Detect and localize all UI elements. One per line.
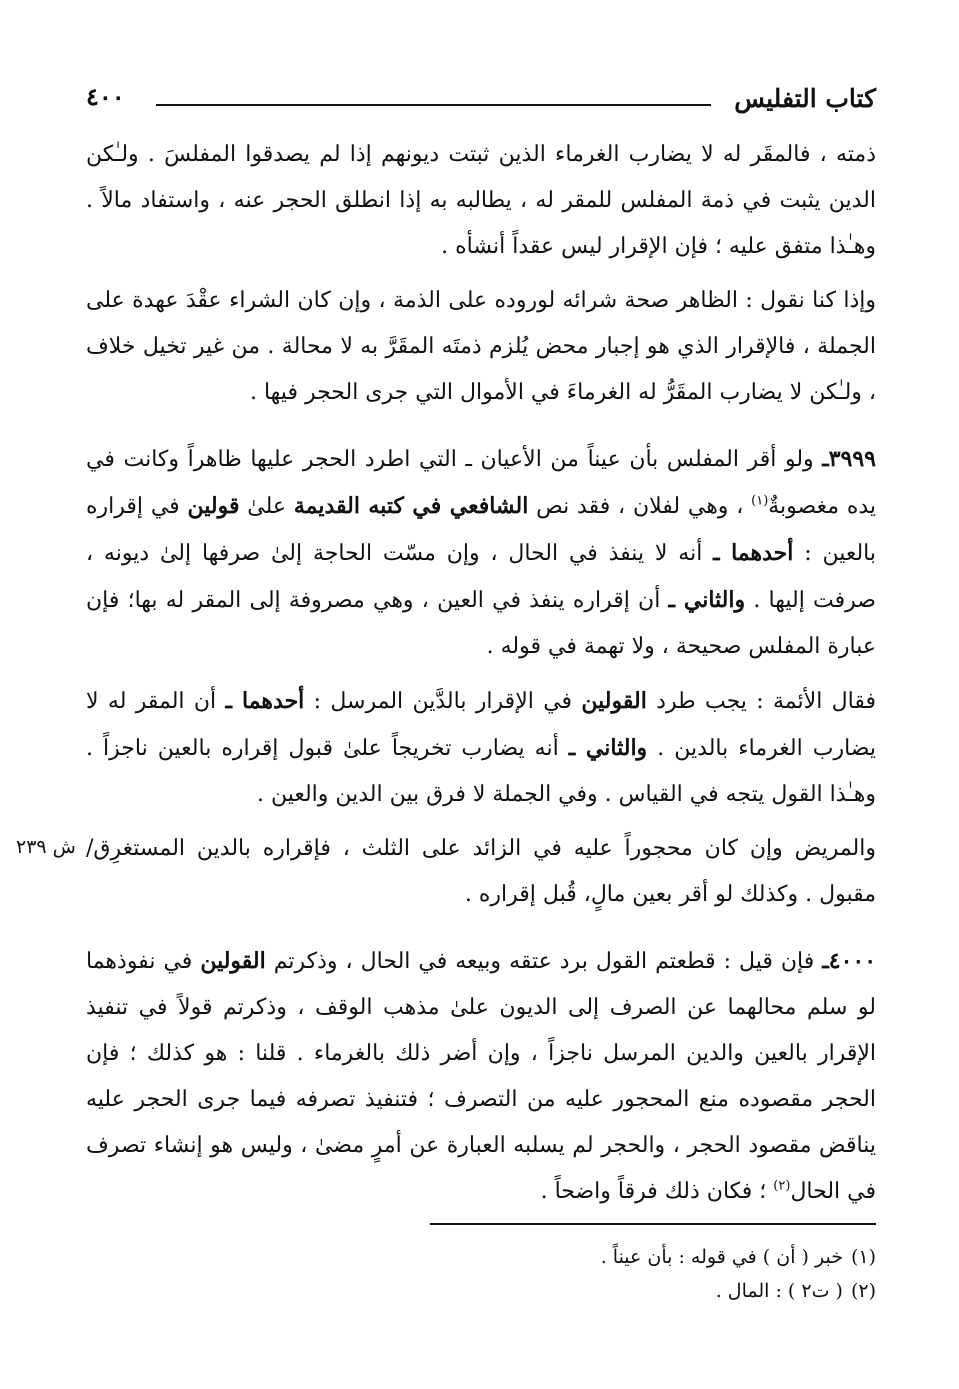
bold-term: القولين xyxy=(200,948,266,974)
paragraph-5: والمريض وإن كان محجوراً عليه في الزائد على الثلث ، فإقراره بالدين المستغرِق/ مقبول . وكذلك لو أقر بعين مالٍ، قُبل إقراره . xyxy=(86,836,876,907)
footnote-ref-1: (١) xyxy=(751,493,769,509)
bold-term: أحدهما ـ xyxy=(225,688,305,714)
text-segment: في الإقرار بالدَّين المرسل : xyxy=(304,689,582,714)
paragraph-2: وإذا كنا نقول : الظاهر صحة شرائه لوروده على الذمة ، وإن كان الشراء عقْدَ عهدة على الجملة ، فالإقرار الذي هو إجبار محض يُلزم ذمتَه المقَرَّ به لا محالة . من غير تخيل خلاف ، ولـٰكن لا يضارب المقَرُّ له الغرماءَ في الأموال التي جرى الحجر فيها . xyxy=(86,288,876,405)
text-segment: ولو أقر المفلس بأن عيناً من الأعيان ـ التي اطرد الحجر عليها ظاهراً وكانت في يده مغصوبةٌ xyxy=(86,447,877,519)
text-segment: أن المقر له لا يضارب الغرماء بالدين . xyxy=(86,689,876,761)
footnote-rule xyxy=(430,1223,876,1225)
bold-term: القولين xyxy=(581,688,647,714)
bold-term: والثاني ـ xyxy=(568,735,648,761)
text-segment: فإن قيل : قطعتم القول برد عتقه وبيعه في الحال ، وذكرتم xyxy=(265,949,823,974)
footnotes xyxy=(430,1240,876,1308)
bold-term: الشافعي في كتبه القديمة xyxy=(293,493,529,519)
header-rule xyxy=(156,104,711,106)
text-segment: أن إقراره ينفذ في العين ، وهي مصروفة إلى المقر له بها؛ فإن عبارة المفلس صحيحة ، ولا تهمة في قوله . xyxy=(86,588,876,659)
footnote-text: خبر ( أن ) في قوله : بأن عيناً . xyxy=(600,1246,843,1268)
text-segment: في نفوذهما لو سلم محالهما عن الصرف إلى الديون علىٰ مذهب الوقف ، وذكرتم قولاً في تنفيذ الإقرار بالعين والدين المرسل ناجزاً ، وإن أضر ذلك بالغرماء . قلنا : هو كذلك ؛ فإن الحجر مقصوده منع المحجور عليه من التصرف ؛ فتنفيذ تصرفه فيما جرى الحجر عليه يناقض مقصود الحجر ، والحجر لم يسلبه العبارة عن أمرٍ مضىٰ ، وليس هو إنشاء تصرف في الحال xyxy=(86,949,876,1204)
text-segment: علىٰ xyxy=(239,494,294,519)
text-segment: في إقراره بالعين : xyxy=(86,494,876,566)
margin-manuscript-ref: ش ٢٣٩ xyxy=(16,836,76,858)
text-segment: أنه يضارب تخريجاً علىٰ قبول إقراره بالعين ناجزاً . وهـٰذا القول يتجه في القياس . وفي الجملة لا فرق بين الدين والعين . xyxy=(86,736,876,807)
paragraph-4000 xyxy=(86,938,876,1215)
footnote-number: (١) xyxy=(850,1246,876,1268)
footnote-ref-2: (٢) xyxy=(773,1178,791,1194)
footnote-number: (٢) xyxy=(850,1280,876,1302)
page-number: ٤٠٠ xyxy=(86,82,125,111)
footnote-1 xyxy=(430,1240,876,1274)
running-title: كتاب التفليس xyxy=(734,84,876,113)
bold-term: والثاني ـ xyxy=(668,587,746,613)
main-text xyxy=(86,132,876,1215)
paragraph-3999 xyxy=(86,436,876,670)
bold-term: أحدهما ـ xyxy=(713,540,794,566)
issue-number: ٣٩٩٩ـ xyxy=(822,446,876,472)
footnote-text: ( ت٢ ) : المال . xyxy=(715,1280,843,1302)
text-segment: فقال الأئمة : يجب طرد xyxy=(646,689,876,714)
page-header xyxy=(86,78,876,118)
footnote-2 xyxy=(430,1274,876,1308)
paragraph-4 xyxy=(86,678,876,818)
text-segment: أنه لا ينفذ في الحال ، وإن مسّت الحاجة إلىٰ صرفها إلىٰ ديونه ، صرفت إليها . xyxy=(86,541,876,613)
text-segment: ، وهي لفلان ، فقد نص xyxy=(528,494,752,519)
text-segment: ؛ فكان ذلك فرقاً واضحاً . xyxy=(540,1179,774,1204)
issue-number: ٤٠٠٠ـ xyxy=(822,948,877,974)
bold-term: قولين xyxy=(187,493,240,519)
paragraph-1: ذمته ، فالمقَر له لا يضارب الغرماء الذين ثبتت ديونهم إذا لم يصدقوا المفلسَ . ولـٰكن الدين يثبت في ذمة المفلس للمقر له ، يطالبه به إذا انطلق الحجر عنه ، واستفاد مالاً . وهـٰذا متفق عليه ؛ فإن الإقرار ليس عقداً أنشأه . xyxy=(86,142,876,259)
